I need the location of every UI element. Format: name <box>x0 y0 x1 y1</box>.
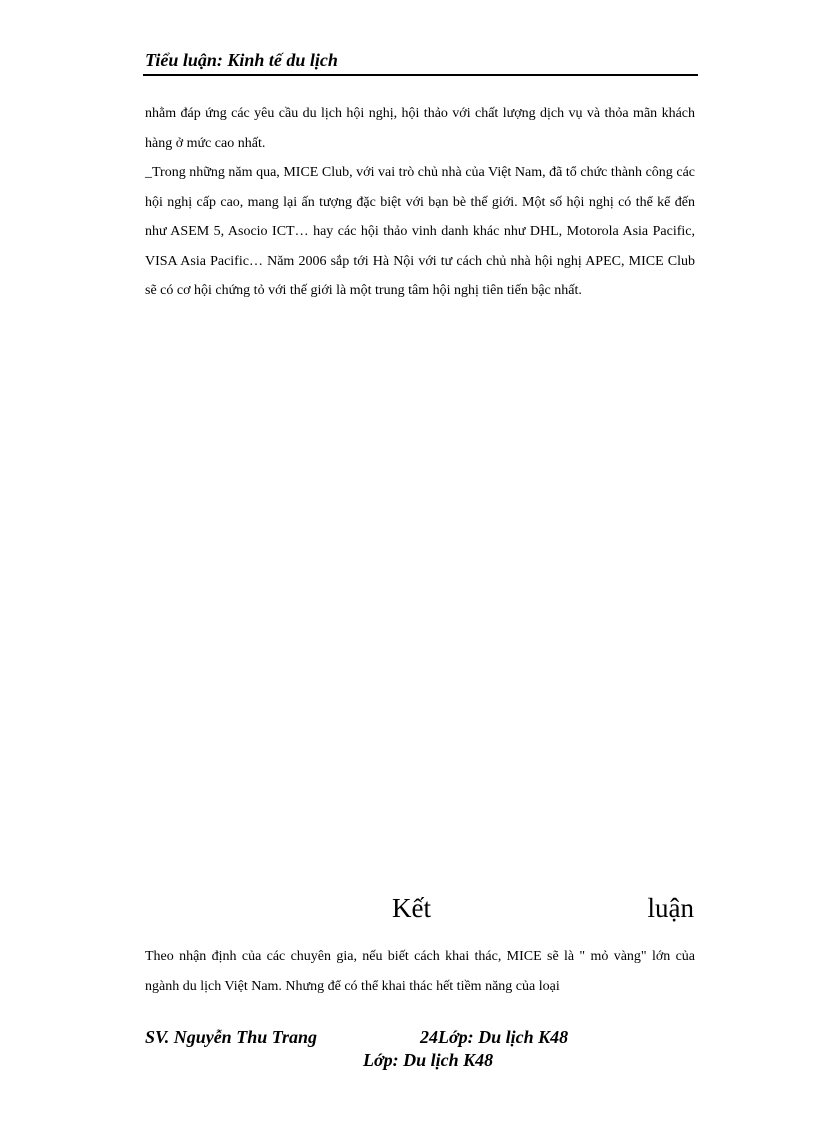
page-header-title: Tiểu luận: Kinh tế du lịch <box>145 50 338 70</box>
section-heading-word-1: Kết <box>392 893 431 923</box>
footer-author: SV. Nguyễn Thu Trang <box>145 1027 318 1047</box>
footer-class-label: 24Lớp: Du lịch K48 <box>420 1027 569 1047</box>
body-paragraph-2: _Trong những năm qua, MICE Club, với vai trò chủ nhà của Việt Nam, đã tổ chức thành công các hội nghị cấp cao, mang lại ấn tượng đặc biệt với bạn bè thế giới. Một số hội nghị có thể kể đến như ASEM 5, Asocio ICT… hay các hội thảo vinh danh khác như DHL, Motorola Asia Pacific, VISA Asia Pacific… Năm 2006 sắp tới Hà Nội với tư cách chủ nhà hội nghị APEC, MICE Club sẽ có cơ hội chứng tỏ với thế giới là một trung tâm hội nghị tiên tiến bậc nhất. <box>145 165 695 298</box>
section-heading-word-2: luận <box>647 893 694 923</box>
header-divider <box>143 74 698 76</box>
body-paragraph-3: Theo nhận định của các chuyên gia, nếu biết cách khai thác, MICE sẽ là " mỏ vàng" lớn của ngành du lịch Việt Nam. Nhưng để có thể khai thác hết tiềm năng của loại <box>145 949 695 994</box>
body-paragraph-1: nhằm đáp ứng các yêu cầu du lịch hội nghị, hội thảo với chất lượng dịch vụ và thỏa mãn khách hàng ở mức cao nhất. <box>145 106 695 151</box>
footer-class-label-duplicate: Lớp: Du lịch K48 <box>363 1050 494 1070</box>
